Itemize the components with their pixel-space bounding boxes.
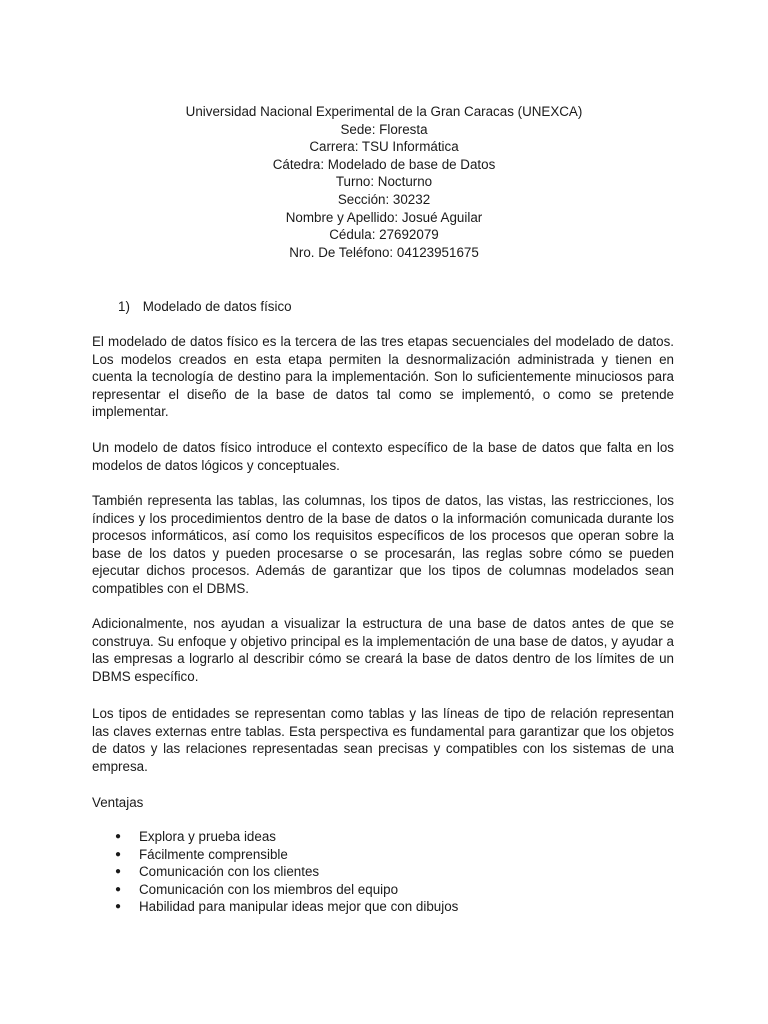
bullet-icon: ● (115, 883, 122, 895)
header-phone: Nro. De Teléfono: 04123951675 (289, 244, 479, 260)
paragraph-context: Un modelo de datos físico introduce el contexto específico de la base de datos que falta en los modelos de datos lógicos y conceptuales. (92, 440, 674, 473)
paragraph-representation: También representa las tablas, las columnas, los tipos de datos, las vistas, las restricciones, los índices y los procedimientos dentro de la base de datos o la información comunicada durante los procesos informáticos, así como los requisitos específicos de los procesos que operan sobre la base de los datos y pueden procesarse o se procesarán, las reglas sobre cómo se pueden ejecutar dichos procesos. Además de garantizar que los tipos de columnas modelados sean compatibles con el DBMS. (92, 493, 674, 596)
header-university: Universidad Nacional Experimental de la Gran Caracas (UNEXCA) (185, 104, 583, 119)
bullet-icon: ● (115, 848, 122, 860)
header-career: Carrera: TSU Informática (309, 139, 459, 155)
paragraph-visualization: Adicionalmente, nos ayudan a visualizar la estructura de una base de datos antes de que se construya. Su enfoque y objetivo principal es la implementación de una base de datos, y ayudar a las empresas a lograrlo al describir cómo se creará la base de datos dentro de los límites de un DBMS específico. (92, 616, 674, 684)
document-header (92, 103, 676, 261)
list-item: ● Explora y prueba ideas (115, 829, 276, 844)
advantages-heading: Ventajas (92, 795, 144, 810)
list-item: ● Fácilmente comprensible (115, 846, 288, 862)
section-number: 1) (118, 299, 130, 314)
bullet-icon: ● (115, 866, 122, 878)
list-item: ● Comunicación con los miembros del equipo (115, 881, 399, 897)
list-item: ● Comunicación con los clientes (115, 864, 320, 880)
header-shift: Turno: Nocturno (335, 174, 433, 190)
advantages-list (92, 828, 458, 916)
header-subject: Cátedra: Modelado de base de Datos (272, 156, 496, 172)
list-item: ● Habilidad para manipular ideas mejor que con dibujos (115, 899, 459, 915)
header-student-name: Nombre y Apellido: Josué Aguilar (285, 209, 483, 225)
paragraph-entities: Los tipos de entidades se representan como tablas y las líneas de tipo de relación representan las claves externas entre tablas. Esta perspectiva es fundamental para garantizar que los objetos de datos y las relaciones representadas sean precisas y compatibles con los sistemas de una empresa. (92, 706, 674, 774)
header-section: Sección: 30232 (337, 191, 431, 207)
header-campus: Sede: Floresta (340, 121, 428, 137)
section-heading (118, 298, 292, 316)
bullet-icon: ● (115, 901, 122, 913)
bullet-icon: ● (115, 831, 122, 842)
section-title: Modelado de datos físico (142, 299, 292, 314)
header-id-number: Cédula: 27692079 (329, 227, 439, 243)
paragraph-intro: El modelado de datos físico es la tercera de las tres etapas secuenciales del modelado de datos. Los modelos creados en esta etapa permiten la desnormalización administrada y tienen en cuenta la tecnología de destino para la implementación. Son lo suficientemente minuciosos para representar el diseño de la base de datos tal como se implementó, o como se pretende implementar. (92, 334, 674, 420)
